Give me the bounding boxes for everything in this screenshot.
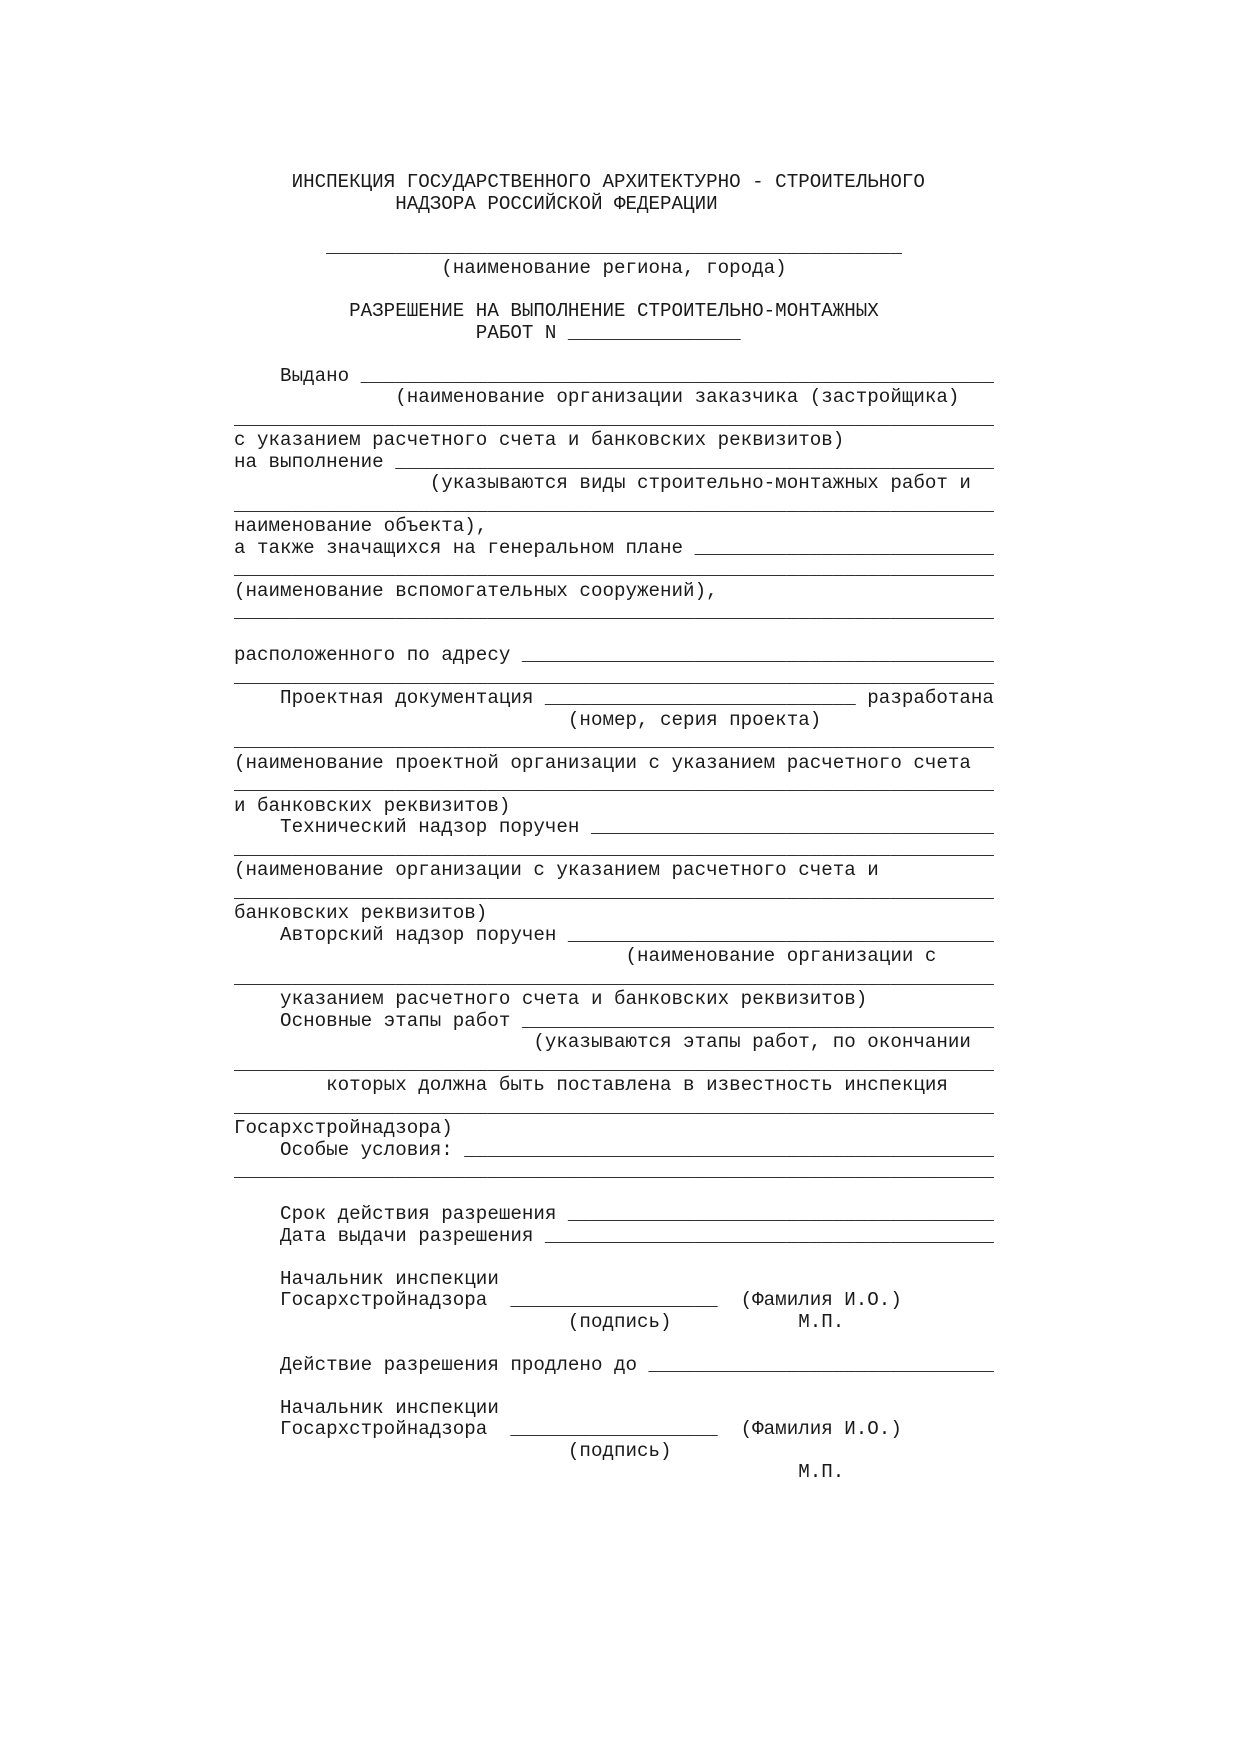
- document-line: ИНСПЕКЦИЯ ГОСУДАРСТВЕННОГО АРХИТЕКТУРНО - СТРОИТЕЛЬНОГО: [234, 171, 925, 193]
- document-line: __________________________________________________________________: [234, 601, 994, 623]
- document-line: Действие разрешения продлено до ______________________________: [234, 1353, 994, 1376]
- document-line: __________________________________________________________________: [234, 1052, 994, 1075]
- document-line: а также значащихся на генеральном плане __________________________: [234, 536, 994, 559]
- document-line: (наименование вспомогательных сооружений),: [234, 579, 718, 602]
- document-line: Госархстройнадзора): [234, 1117, 453, 1139]
- document-line: Технический надзор поручен ___________________________________: [234, 816, 994, 838]
- document-line: (указываются виды строительно-монтажных работ и: [234, 472, 971, 494]
- document-line: [234, 1247, 1014, 1269]
- document-line: (наименование организации с: [234, 945, 937, 967]
- document-line: __________________________________________________________________: [234, 966, 994, 989]
- document-line: __________________________________________________________________: [234, 1095, 994, 1118]
- document-line: __________________________________________________________________: [234, 880, 994, 903]
- document-line: (наименование организации заказчика (застройщика): [234, 386, 960, 408]
- document-line: __________________________________________________________________: [234, 493, 994, 516]
- document-line: [234, 280, 1014, 302]
- document-line: Основные этапы работ _________________________________________: [234, 1009, 994, 1032]
- document-line: (подпись) М.П.: [234, 1310, 845, 1333]
- document-line: расположенного по адресу _________________________________________: [234, 644, 994, 666]
- document-line: (наименование региона, города): [234, 257, 787, 279]
- document-line: РАБОТ N _______________: [234, 321, 741, 344]
- document-line: Госархстройнадзора __________________ (Фамилия И.О.): [234, 1289, 902, 1311]
- document-line: __________________________________________________________________: [234, 730, 994, 752]
- document-line: с указанием расчетного счета и банковских реквизитов): [234, 429, 845, 451]
- document-line: и банковских реквизитов): [234, 794, 511, 817]
- document-line: Авторский надзор поручен _____________________________________: [234, 923, 994, 946]
- document-line: __________________________________________________________________: [234, 665, 994, 688]
- document-line: Срок действия разрешения _____________________________________: [234, 1203, 994, 1225]
- document-line: __________________________________________________________________: [234, 1160, 994, 1182]
- document-line: банковских реквизитов): [234, 902, 488, 924]
- document-line: [234, 1376, 1014, 1398]
- document-line: Дата выдачи разрешения _______________________________________: [234, 1224, 994, 1247]
- document-line: Выдано _______________________________________________________: [234, 364, 994, 387]
- document-line: на выполнение ____________________________________________________: [234, 450, 994, 473]
- document-line: Особые условия: ______________________________________________: [234, 1138, 994, 1161]
- permit-document: [234, 172, 1014, 1484]
- document-line: (наименование организации с указанием расчетного счета и: [234, 859, 879, 881]
- document-line: __________________________________________________________________: [234, 407, 994, 430]
- document-line: Госархстройнадзора __________________ (Фамилия И.О.): [234, 1418, 902, 1440]
- document-line: [234, 624, 1014, 646]
- document-line: Начальник инспекции: [234, 1396, 499, 1419]
- document-line: РАЗРЕШЕНИЕ НА ВЫПОЛНЕНИЕ СТРОИТЕЛЬНО-МОНТАЖНЫХ: [234, 300, 879, 322]
- document-line: __________________________________________________________________: [234, 773, 994, 795]
- document-line: М.П.: [234, 1461, 845, 1483]
- document-line: [234, 344, 1014, 366]
- document-line: __________________________________________________: [234, 235, 902, 258]
- document-line: Проектная документация ___________________________ разработана: [234, 687, 994, 709]
- document-line: __________________________________________________________________: [234, 558, 994, 580]
- document-line: (подпись): [234, 1439, 672, 1462]
- document-line: [234, 1333, 1014, 1355]
- document-line: __________________________________________________________________: [234, 837, 994, 860]
- document-line: (указываются этапы работ, по окончании: [234, 1031, 971, 1053]
- document-line: указанием расчетного счета и банковских реквизитов): [234, 988, 868, 1010]
- document-line: [234, 215, 1014, 237]
- document-line: которых должна быть поставлена в известность инспекция: [234, 1074, 948, 1096]
- document-line: Начальник инспекции: [234, 1267, 499, 1290]
- document-line: (номер, серия проекта): [234, 708, 822, 731]
- document-line: (наименование проектной организации с указанием расчетного счета: [234, 751, 971, 774]
- document-line: НАДЗОРА РОССИЙСКОЙ ФЕДЕРАЦИИ: [234, 192, 718, 215]
- document-line: наименование объекта),: [234, 515, 488, 537]
- document-line: [234, 1183, 1014, 1205]
